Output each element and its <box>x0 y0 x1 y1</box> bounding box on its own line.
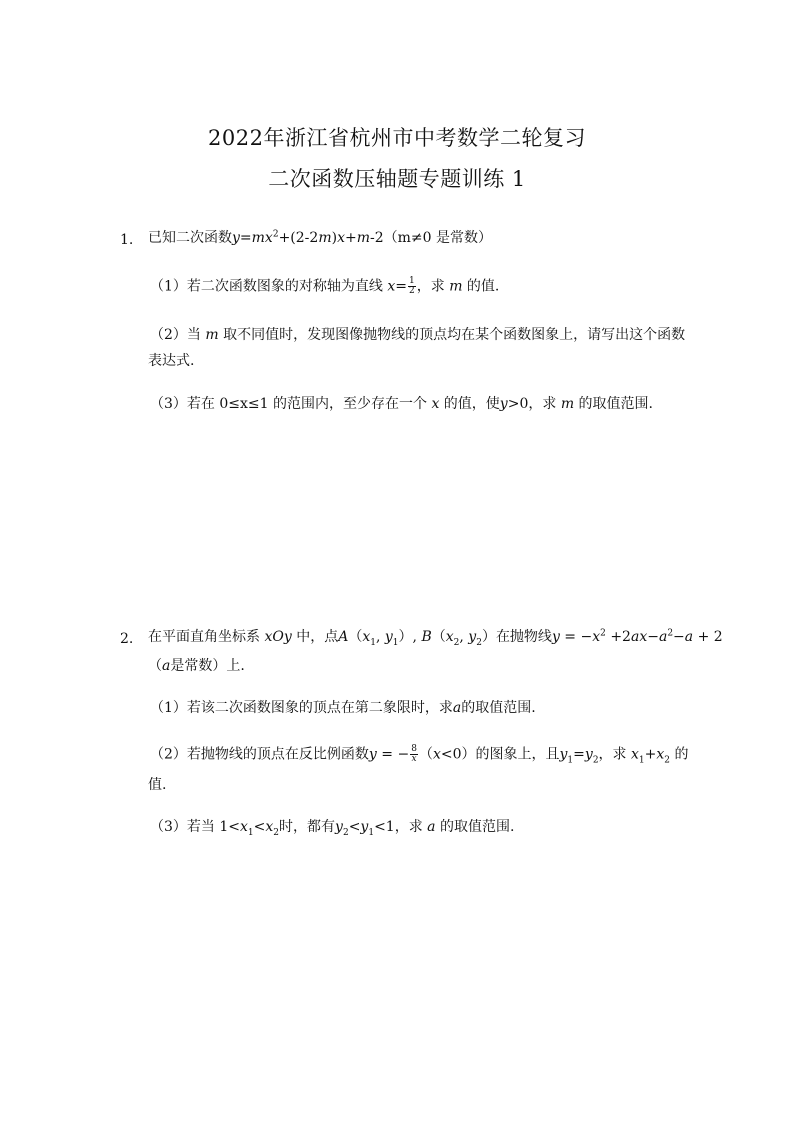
question-1-part-2-line-2: 表达式. <box>148 353 195 369</box>
question-2-part-2-line-1: （2）若抛物线的顶点在反比例函数y = − $\frac{8}{x}$ （x<0）的图象上，且$y_1=y_2$，求 $x_1+x_2$ 的 <box>150 744 689 766</box>
q2-stem-text-e: 是常数）上. <box>170 658 245 674</box>
q1-p3-text-c: ，求 <box>528 396 557 412</box>
q1-stem-prefix: 已知二次函数 <box>148 230 232 246</box>
question-1-part-3: （3）若在 0≤x≤1 的范围内，至少存在一个 x 的值，使y>0，求 m 的取值范围. <box>150 396 653 412</box>
question-2-part-2-line-2: 值. <box>148 777 167 793</box>
question-2-stem-line-2: （a是常数）上. <box>148 658 245 674</box>
question-2-stem-line-1: 在平面直角坐标系 xOy 中，点$A(x_1$, $y_1$）, $B(x_2$, $y_2$）在抛物线$y = -x^2 +2ax-a^2-a + 2$ <box>148 628 723 648</box>
q2-p3-text-b: 时，都有 <box>279 819 336 835</box>
question-1-part-2-line-1: （2）当 m 取不同值时，发现图像抛物线的顶点均在某个函数图象上，请写出这个函数 <box>150 327 686 343</box>
q1-formula: $y=mx^2+(2-2m)x+m-2$ <box>232 229 384 246</box>
page-title: 2022年浙江省杭州市中考数学二轮复习 <box>208 126 586 150</box>
q2-stem-text-a: 在平面直角坐标系 <box>148 629 260 645</box>
q1-p1-text-c: 的值. <box>466 278 500 295</box>
q2-p2-text-b: 的图象上，且 <box>475 746 560 763</box>
q2-p2-text-d: 的 <box>674 746 689 763</box>
q2-p3-text-d: 的取值范围. <box>439 819 515 835</box>
question-2-number: 2. <box>120 631 134 647</box>
q2-p2-text-a: （2）若抛物线的顶点在反比例函数 <box>150 746 369 763</box>
q1-p1-text-b: ，求 <box>416 278 445 295</box>
q2-stem-text-c: 在抛物线 <box>495 629 552 645</box>
q1-p3-text-b: 的值，使 <box>443 396 500 412</box>
fraction-one-half: $\frac{1}{2}$ <box>409 276 415 296</box>
q1-stem-condition: （m≠0 是常数） <box>383 230 492 246</box>
q2-p1-text-a: （1）若该二次函数图象的顶点在第二象限时，求 <box>150 700 453 716</box>
q1-p2-text-a: （2）当 <box>150 327 201 343</box>
question-1-number: 1. <box>120 232 134 248</box>
q1-p1-text-a: （1）若二次函数图象的对称轴为直线 <box>150 278 383 295</box>
q2-stem-text-d: （ <box>148 658 162 674</box>
page-subtitle: 二次函数压轴题专题训练 1 <box>268 167 526 191</box>
q2-p2-text-c: ，求 <box>598 746 627 763</box>
q2-p1-text-b: 的取值范围. <box>461 700 536 716</box>
q2-stem-text-b: 中，点 <box>296 629 339 645</box>
fraction-8-over-x: $\frac{8}{x}$ <box>411 744 417 764</box>
q2-p3-text-c: ，求 <box>394 819 423 835</box>
q1-p3-text-a: （3）若在 0≤x≤1 的范围内，至少存在一个 <box>150 396 427 412</box>
q2-p3-text-a: （3）若当 <box>150 819 215 835</box>
question-1-part-1: （1）若二次函数图象的对称轴为直线 x= $\frac{1}{2}$ ，求 m 的值. <box>150 276 500 296</box>
q1-p2-text-b: 取不同值时，发现图像抛物线的顶点均在某个函数图象上，请写出这个函数 <box>223 327 686 343</box>
question-2-part-1: （1）若该二次函数图象的顶点在第二象限时，求a的取值范围. <box>150 700 536 716</box>
question-2-part-3: （3）若当 $1<x_1<x_2$时，都有$y_2<y_1<1$，求 a 的取值范围. <box>150 819 515 838</box>
question-1-stem <box>148 229 492 247</box>
q1-p3-text-d: 的取值范围. <box>578 396 653 412</box>
